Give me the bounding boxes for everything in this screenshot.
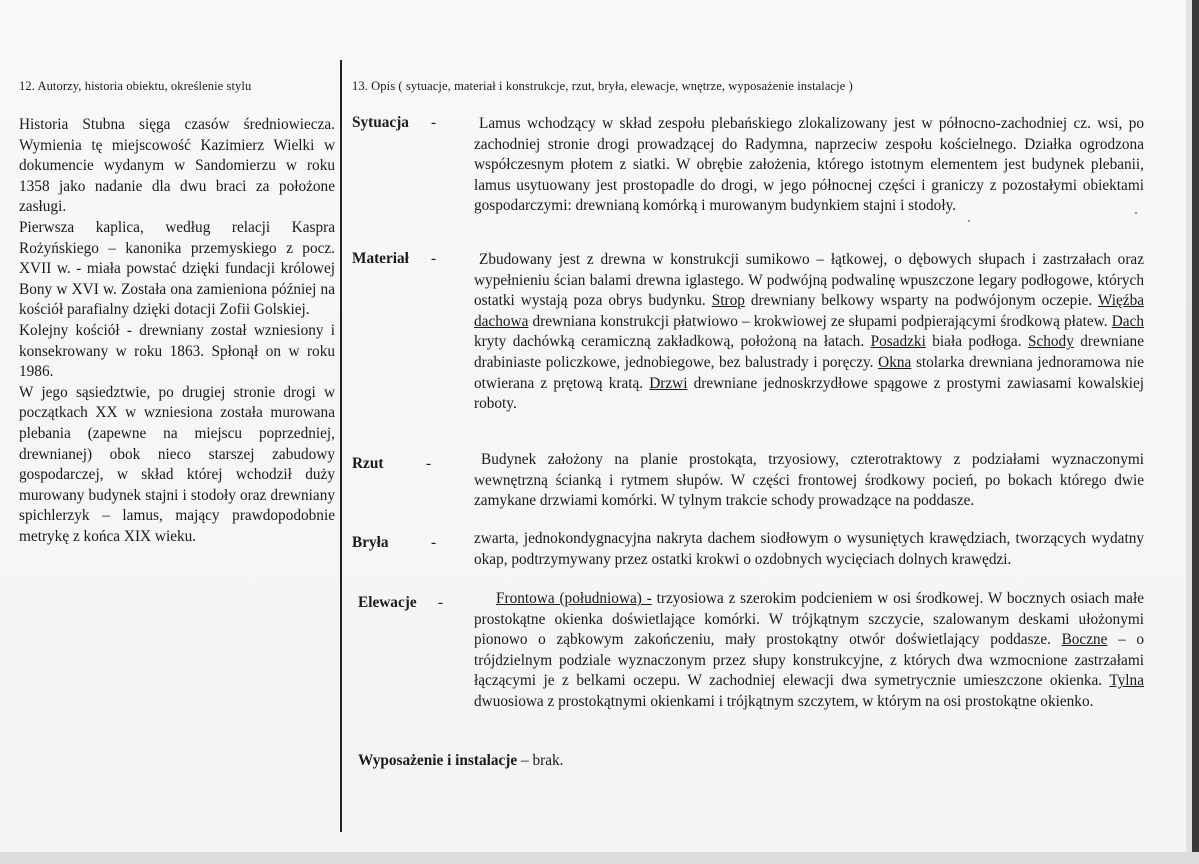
dach-text: kryty dachówką ceramiczną zakładkową, położoną na łatach. xyxy=(474,333,865,351)
history-paragraph: Kolejny kościół - drewniany został wzniesiony i konsekrowany w roku 1863. Spłonął on w roku 1986. xyxy=(19,321,335,381)
keyword-schody: Schody xyxy=(1027,333,1074,351)
section-wyposazenie xyxy=(358,752,564,770)
keyword-posadzki: Posadzki xyxy=(870,333,926,351)
scan-speck xyxy=(968,220,970,222)
label-dash: - xyxy=(431,114,437,131)
right-section-heading: 13. Opis ( sytuacje, materiał i konstrukcje, rzut, bryła, elewacje, wnętrze, wyposażenie instalacje ) xyxy=(352,79,853,93)
posadzki-text: biała podłoga. xyxy=(932,333,1022,351)
section-text-sytuacja xyxy=(474,114,1144,217)
section-label-rzut: Rzut xyxy=(352,455,384,472)
history-paragraph: Historia Stubna sięga czasów średniowiecza. Wymienia tę miejscowość Kazimierz Wielki w dokumencie wydanym w Sandomierzu w roku 1358 jako nadanie dla dwu braci za położone zasługi. xyxy=(19,116,335,216)
keyword-frontowa: Frontowa (południowa) - xyxy=(496,590,652,607)
keyword-strop: Strop xyxy=(711,292,745,310)
rzut-text: Budynek założony na planie prostokąta, trzyosiowy, czterotraktowy z podziałami wyznaczonymi wewnętrzną ścianką i rytmem słupów. W części frontowej środkowy pocień, po bokach którego dwie zamykane drzwiami komórki. W tylnym trakcie schody prowadzące na poddasze. xyxy=(474,451,1144,510)
sytuacja-text: Lamus wchodzący w skład zespołu plebańskiego zlokalizowany jest w północno-zachodniej cz. wsi, po zachodniej stronie drogi prowadzącej do Radymna, naprzeciw zespołu kościelnego. Działka ogrodzona współczesnym płotem z siatki. W obrębie założenia, którego istotnym elementem jest budynek plebanii, lamus usytuowany jest prostopadle do drogi, w jego północnej części i graniczy z pozostałymi obiektami gospodarczymi: drewnianą komórką i murowanym budynkiem stajni i stodoły. xyxy=(474,115,1144,215)
keyword-wiezba: Więźba dachowa xyxy=(474,292,1145,330)
strop-text: drewniany belkowy wsparty na podwójonym oczepie. xyxy=(750,292,1093,310)
label-dash: - xyxy=(426,455,432,472)
scan-edge-bottom xyxy=(0,852,1199,864)
history-text xyxy=(19,115,335,547)
label-dash: - xyxy=(431,534,437,551)
section-text-material xyxy=(474,250,1144,415)
history-paragraph: W jego sąsiedztwie, po drugiej stronie drogi w początkach XX w wzniesiona została murowana plebania (zapewne na miejscu poprzedniej, drewnianej) obok nieco starszej zabudowy gospodarczej, w skład której wchodził duży murowany budynek stajni i stodoły oraz drewniany spichlerzyk – lamus, mający prawdopodobnie metrykę z końca XIX wieku. xyxy=(19,383,335,545)
keyword-okna: Okna xyxy=(878,353,912,371)
section-label-bryla: Bryła xyxy=(352,534,389,551)
label-dash: - xyxy=(431,250,437,267)
wiezba-text: drewniana konstrukcji płatwiowo – krokwiowej ze słupami podpierającymi środkową płatew. xyxy=(532,312,1108,330)
section-label-elewacje: Elewacje xyxy=(358,594,417,611)
tylna-text: dwuosiowa z prostokątnymi okienkami i trójkątnym szczytem, w którym na osi prostokątne okienko. xyxy=(474,692,1094,710)
scan-edge-shadow xyxy=(1192,0,1199,864)
section-text-elewacje xyxy=(474,589,1144,713)
wyposazenie-text: – brak. xyxy=(521,752,564,769)
keyword-drzwi: Drzwi xyxy=(649,374,688,392)
section-label-wyposazenie: Wyposażenie i instalacje xyxy=(358,752,518,769)
frontowa-text: trzyosiowa z szerokim podcieniem w osi środkowej. W bocznych osiach małe prostokątne okienka doświetlające komórki. W trójkątnym szczycie, szalowanym deskami ułożonymi pionowo o ząbkowym zakończeniu, mały prostokątny otwór doświetlający poddasze. xyxy=(474,590,1144,649)
section-text-rzut xyxy=(474,450,1144,512)
okna-text: stolarka drewniana jednoramowa nie otwierana z prętową kratą. xyxy=(474,353,1144,392)
drzwi-text: drewniane jednoskrzydłowe spągowe z prostymi zawiasami kowalskiej roboty. xyxy=(474,374,1145,413)
schody-text: drewniane drabiniaste policzkowe, jednobiegowe, bez balustrady i poręczy. xyxy=(474,333,1144,371)
history-paragraph: Pierwsza kaplica, według relacji Kaspra Rożyńskiego – kanonika przemyskiego z pocz. XVII w. - miała powstać dzięki fundacji królowej Bony w XVI w. Została ona zamieniona później na kościół parafialny dzięki dotacji Zofii Golskiej. xyxy=(19,218,335,319)
section-label-material: Materiał xyxy=(352,250,409,267)
bryla-text: zwarta, jednokondygnacyjna nakryta dachem siodłowym o wysuniętych krawędziach, tworzących wydatny okap, podtrzymywany przez ostatki krokwi o ozdobnych wycięciach dolnych krawędzi. xyxy=(474,530,1144,568)
boczne-text: – o trójdzielnym podziale wyznaczonym przez słupy konstrukcyjne, z których dwa wzmocnione zastrzałami łączącymi je z belkami oczepu. W zachodniej elewacji dwa symetrycznie umieszczone okienka. xyxy=(474,631,1145,690)
keyword-boczne: Boczne xyxy=(1061,631,1108,649)
material-text: Zbudowany jest z drewna w konstrukcji sumikowo – łątkowej, o dębowych słupach i zastrzałach oraz wypełnieniu ścian balami drewna iglastego. W podwójną podwalinę wpuszczone legary podłogowe, których ostatki wystają poza obrys budynku. xyxy=(474,251,1144,310)
keyword-dach: Dach xyxy=(1111,312,1145,330)
column-divider xyxy=(340,60,342,832)
label-dash: - xyxy=(438,594,444,611)
left-section-heading: 12. Autorzy, historia obiektu, określenie stylu xyxy=(19,79,252,93)
keyword-tylna: Tylna xyxy=(1109,672,1144,690)
section-text-bryla xyxy=(474,529,1144,570)
section-label-sytuacja: Sytuacja xyxy=(352,114,409,131)
